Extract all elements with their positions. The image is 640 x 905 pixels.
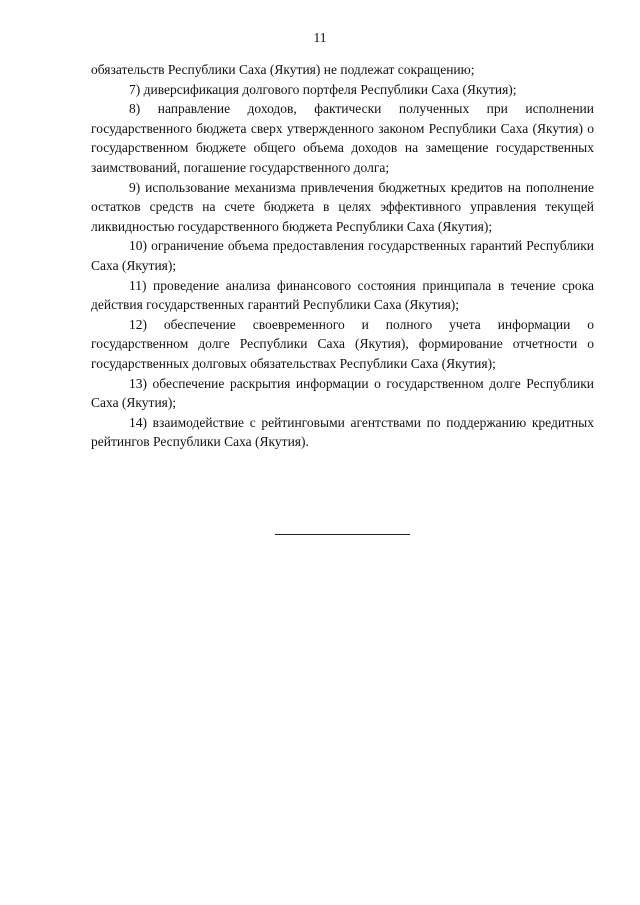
- paragraph-item-14: 14) взаимодействие с рейтинговыми агентствами по поддержанию кредитных рейтингов Республики Саха (Якутия).: [91, 414, 594, 450]
- end-divider-line: [275, 534, 410, 535]
- paragraph-item-10: 10) ограничение объема предоставления государственных гарантий Республики Саха (Якутия);: [91, 238, 594, 273]
- document-body: [91, 60, 594, 452]
- paragraph-item-7: 7) диверсификация долгового портфеля Республики Саха (Якутия);: [129, 81, 517, 97]
- page-number: 11: [313, 30, 327, 45]
- paragraph-item-13: 13) обеспечение раскрытия информации о государственном долге Республики Саха (Якутия);: [91, 375, 594, 411]
- paragraph-item-9: 9) использование механизма привлечения бюджетных кредитов на пополнение остатков средств на счете бюджета в целях эффективного управления текущей ликвидностью государственного бюджета Республики Саха (Якутия);: [91, 179, 594, 234]
- paragraph-item-8: 8) направление доходов, фактически полученных при исполнении государственного бюджета сверх утвержденного законом Республики Саха (Якутия) о государственном бюджете общего объема доходов на замещение государственных заимствований, погашение государственного долга;: [91, 101, 594, 175]
- paragraph-item-11: 11) проведение анализа финансового состояния принципала в течение срока действия государственных гарантий Республики Саха (Якутия);: [91, 277, 594, 313]
- paragraph-continuation: обязательств Республики Саха (Якутия) не подлежат сокращению;: [91, 62, 475, 77]
- paragraph-item-12: 12) обеспечение своевременного и полного учета информации о государственном долге Республики Саха (Якутия), формирование отчетности о государственных долговых обязательствах Республики Саха (Якутия);: [91, 316, 594, 371]
